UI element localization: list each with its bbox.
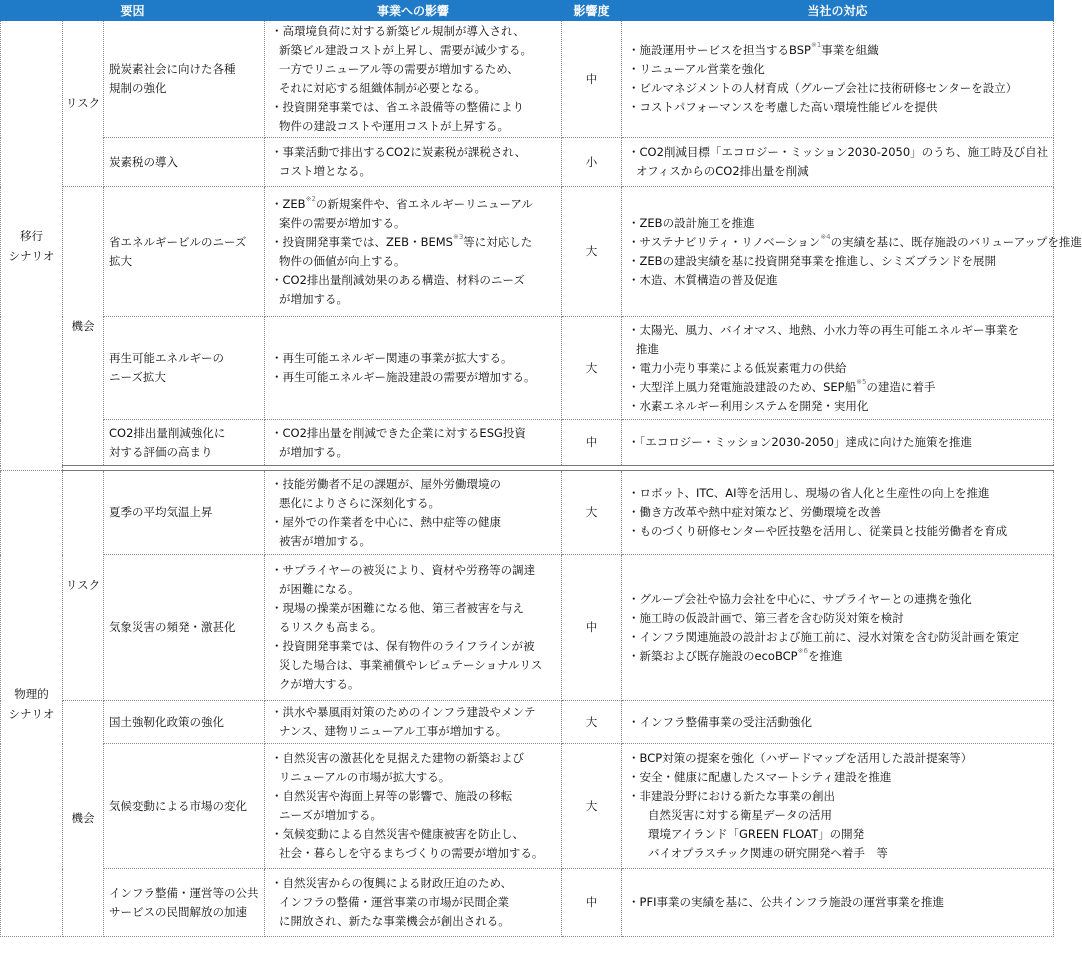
factor-carbon-tax: 炭素税の導入 bbox=[104, 138, 265, 187]
table-row bbox=[1, 744, 1054, 869]
impact-infra: ・自然災害からの復興による財政圧迫のため、 インフラの整備・運営事業の市場が民間企業 に開放され、新たな事業機会が創出される。 bbox=[265, 869, 562, 937]
impact-market: ・自然災害の激甚化を見据えた建物の新築および リニューアルの市場が拡大する。 ・自然災害や海面上昇等の影響で、施設の移転 ニーズが増加する。 ・気候変動による自然災害や健康被害を防止し、 社会・暮らしを守るまちづくりの需要が増加する。 bbox=[265, 744, 562, 869]
category-transition-opportunity: 機会 bbox=[63, 187, 104, 466]
response-national: ・インフラ整備事業の受注活動強化 bbox=[622, 701, 1054, 744]
impact-decarb: ・高環境負荷に対する新築ビル規制が導入され、 新築ビル建設コストが上昇し、需要が減少する。 一方でリニューアル等の需要が増加するため、 それに対応する組織体制が必要となる。 ・投資開発事業では、省エネ設備等の整備により 物件の建設コストや運用コストが上昇する。 bbox=[265, 21, 562, 138]
impact-disaster: ・サプライヤーの被災により、資材や労務等の調達 が困難になる。 ・現場の操業が困難になる他、第三者被害を与え るリスクも高まる。 ・投資開発事業では、保有物件のライフラインが被 災した場合は、事業補償やレピュテーショナルリス クが増大する。 bbox=[265, 555, 562, 701]
table-row bbox=[1, 869, 1054, 937]
footnote-mark: ※3 bbox=[452, 232, 464, 241]
header-response: 当社の対応 bbox=[622, 1, 1054, 21]
footnote-mark: ※5 bbox=[856, 377, 867, 386]
impact-summer: ・技能労働者不足の課題が、屋外労働環境の 悪化によりさらに深刻化する。 ・屋外での作業者を中心に、熱中症等の健康 被害が増加する。 bbox=[265, 471, 562, 555]
response-infra: ・PFI事業の実績を基に、公共インフラ施設の運営事業を推進 bbox=[622, 869, 1054, 937]
scenario-physical: 物理的 シナリオ bbox=[1, 471, 63, 937]
response-summer: ・ロボット、ITC、AI等を活用し、現場の省人化と生産性の向上を推進 ・働き方改革や熱中症対策など、労働環境を改善 ・ものづくり研修センターや匠技塾を活用し、従業員と技能労働者を育成 bbox=[622, 471, 1054, 555]
degree-carbon-tax: 小 bbox=[562, 138, 622, 187]
table-row bbox=[1, 420, 1054, 466]
response-carbon-tax: ・CO2削減目標「エコロジー・ミッション2030-2050」のうち、施工時及び自社 オフィスからのCO2排出量を削減 bbox=[622, 138, 1054, 187]
factor-co2-eval: CO2排出量削減強化に 対する評価の高まり bbox=[104, 420, 265, 466]
response-decarb: ・施設運用サービスを担当するBSP$^{※1}$事業を組織 ・リニューアル営業を強化 ・ビルマネジメントの人材育成（グループ会社に技術研修センターを設立） ・コストパフォーマンスを考慮した高い環境性能ビルを提供 bbox=[622, 21, 1054, 138]
degree-national: 大 bbox=[562, 701, 622, 744]
factor-national: 国土強靭化政策の強化 bbox=[104, 701, 265, 744]
response-zeb: ・ZEBの設計施工を推進 ・サステナビリティ・リノベーション$^{※4}$の実績を基に、既存施設のバリューアップを推進 ・ZEBの建設実績を基に投資開発事業を推進し、シミズブランドを展開 ・木造、木質構造の普及促進 bbox=[622, 187, 1054, 317]
factor-disaster: 気象災害の頻発・激甚化 bbox=[104, 555, 265, 701]
degree-market: 大 bbox=[562, 744, 622, 869]
response-co2-eval: ・「エコロジー・ミッション2030-2050」達成に向けた施策を推進 bbox=[622, 420, 1054, 466]
category-physical-risk: リスク bbox=[63, 471, 104, 701]
factor-market: 気候変動による市場の変化 bbox=[104, 744, 265, 869]
header-factor: 要因 bbox=[1, 1, 265, 21]
degree-infra: 中 bbox=[562, 869, 622, 937]
factor-infra: インフラ整備・運営等の公共 サービスの民間解放の加速 bbox=[104, 869, 265, 937]
factor-summer: 夏季の平均気温上昇 bbox=[104, 471, 265, 555]
factor-zeb: 省エネルギービルのニーズ 拡大 bbox=[104, 187, 265, 317]
degree-disaster: 中 bbox=[562, 555, 622, 701]
degree-decarb: 中 bbox=[562, 21, 622, 138]
response-renewable: ・太陽光、風力、バイオマス、地熱、小水力等の再生可能エネルギー事業を 推進 ・電力小売り事業による低炭素電力の供給 ・大型洋上風力発電施設建設のため、SEP船$^{※5}$の建造に着手 ・水素エネルギー利用システムを開発・実用化 bbox=[622, 317, 1054, 420]
impact-national: ・洪水や暴風雨対策のためのインフラ建設やメンテ ナンス、建物リニューアル工事が増加する。 bbox=[265, 701, 562, 744]
table-row bbox=[1, 471, 1054, 555]
footnote-mark: ※1 bbox=[810, 41, 822, 49]
category-physical-opportunity: 機会 bbox=[63, 701, 104, 937]
impact-co2-eval: ・CO2排出量を削減できた企業に対するESG投資 が増加する。 bbox=[265, 420, 562, 466]
response-disaster: ・グループ会社や協力会社を中心に、サプライヤーとの連携を強化 ・施工時の仮設計画で、第三者を含む防災対策を検討 ・インフラ関連施設の設計および施工前に、浸水対策を含む防災計画を策定 ・新築および既存施設のecoBCP$^{※6}$を推進 bbox=[622, 555, 1054, 701]
table-row bbox=[1, 138, 1054, 187]
footnote-mark: ※2 bbox=[305, 194, 316, 203]
impact-zeb: ・ZEB$^{※2}$の新規案件や、省エネルギーリニューアル 案件の需要が増加する。 ・投資開発事業では、ZEB・BEMS$^{※3}$等に対応した 物件の価値が向上する。 ・CO2排出量削減効果のある構造、材料のニーズ が増加する。 bbox=[265, 187, 562, 317]
factor-renewable: 再生可能エネルギーの ニーズ拡大 bbox=[104, 317, 265, 420]
factor-decarb: 脱炭素社会に向けた各種 規制の強化 bbox=[104, 21, 265, 138]
footnote-mark: ※6 bbox=[797, 646, 808, 655]
table-row bbox=[1, 701, 1054, 744]
header-degree: 影響度 bbox=[562, 1, 622, 21]
impact-carbon-tax: ・事業活動で排出するCO2に炭素税が課税され、 コスト増となる。 bbox=[265, 138, 562, 187]
impact-renewable: ・再生可能エネルギー関連の事業が拡大する。 ・再生可能エネルギー施設建設の需要が増加する。 bbox=[265, 317, 562, 420]
degree-summer: 大 bbox=[562, 471, 622, 555]
table-header-row bbox=[1, 1, 1054, 21]
scenario-transition: 移行 シナリオ bbox=[1, 21, 63, 471]
table-row bbox=[1, 187, 1054, 317]
table-row bbox=[1, 555, 1054, 701]
table-row bbox=[1, 21, 1054, 138]
header-impact: 事業への影響 bbox=[265, 1, 562, 21]
degree-co2-eval: 中 bbox=[562, 420, 622, 466]
category-transition-risk: リスク bbox=[63, 21, 104, 187]
degree-zeb: 大 bbox=[562, 187, 622, 317]
response-market: ・BCP対策の提案を強化（ハザードマップを活用した設計提案等） ・安全・健康に配慮したスマートシティ建設を推進 ・非建設分野における新たな事業の創出 自然災害に対する衛星データの活用 環境アイランド「GREEN FLOAT」の開発 バイオプラスチック関連の研究開発へ着手 等 bbox=[622, 744, 1054, 869]
table-row bbox=[1, 317, 1054, 420]
degree-renewable: 大 bbox=[562, 317, 622, 420]
footnote-mark: ※4 bbox=[820, 232, 831, 241]
